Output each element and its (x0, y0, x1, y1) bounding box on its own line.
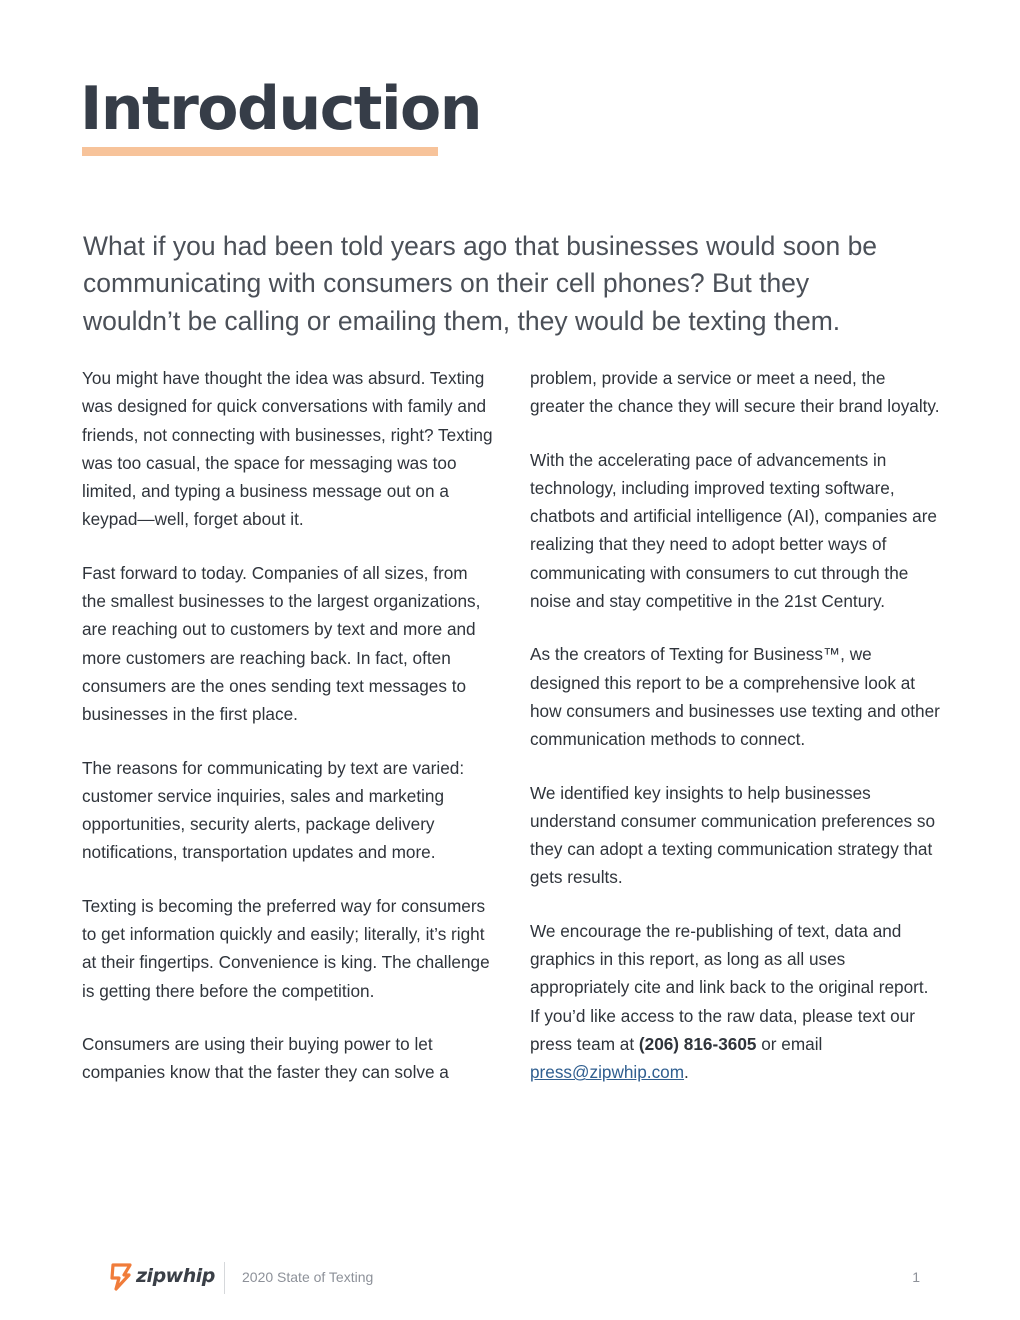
lead-paragraph: What if you had been told years ago that businesses would soon be communicating with consumers on their cell phones? But they wouldn’t be calling or emailing them, they would be texting them. (83, 231, 878, 336)
contact-paragraph (530, 917, 942, 1087)
paragraph: You might have thought the idea was absurd. Texting was designed for quick conversations with family and friends, not connecting with businesses, right? Texting was too casual, the space for messaging was too limited, and typing a business message out on a keypad—well, forget about it. (82, 368, 493, 530)
page-title: Introduction (80, 74, 481, 144)
paragraph: We identified key insights to help businesses understand consumer communication preferences so they can adopt a texting communication strategy that gets results. (530, 782, 936, 888)
contact-text: or email (761, 1033, 823, 1054)
press-email-link[interactable]: press@zipwhip.com (530, 1062, 685, 1083)
paragraph: As the creators of Texting for Business™, we designed this report to be a comprehensive look at how consumers and businesses use texting and other communication methods to connect. (530, 644, 940, 750)
zipwhip-logo (108, 1262, 215, 1292)
report-name: 2020 State of Texting (242, 1269, 374, 1285)
page-number: 1 (912, 1269, 920, 1285)
paragraph: Consumers are using their buying power to let companies know that the faster they can solve a (82, 1033, 449, 1083)
paragraph: With the accelerating pace of advancements in technology, including improved texting software, chatbots and artificial intelligence (AI), companies are realizing that they need to adopt better ways of communicating with consumers to cut through the noise and stay competitive in the 21st Century. (530, 449, 937, 612)
left-column (82, 364, 494, 1112)
footer (108, 1262, 920, 1294)
paragraph: Texting is becoming the preferred way for consumers to get information quickly and easily; literally, it’s right at their fingertips. Convenience is king. The challenge is getting there before the competition. (82, 895, 490, 1001)
right-column (530, 364, 942, 1112)
footer-divider (224, 1262, 225, 1294)
contact-text: We encourage the re-publishing of text, data and graphics in this report, as long as all uses appropriately cite and link back to the original report. If you’d like access to the raw data, please text our press team at (530, 920, 929, 1054)
zipwhip-logo-text: zipwhip (136, 1265, 215, 1287)
contact-text: . (684, 1062, 689, 1083)
press-phone: (206) 816-3605 (638, 1033, 757, 1054)
zipwhip-logo-icon (108, 1263, 134, 1291)
title-underline (82, 147, 438, 156)
paragraph: The reasons for communicating by text are varied: customer service inquiries, sales and marketing opportunities, security alerts, package delivery notifications, transportation updates and more. (82, 757, 465, 863)
paragraph: problem, provide a service or meet a need, the greater the chance they will secure their brand loyalty. (530, 368, 940, 417)
paragraph: Fast forward to today. Companies of all sizes, from the smallest businesses to the largest organizations, are reaching out to customers by text and more and more customers are reaching back. In fact, often consumers are the ones sending text messages to businesses in the first place. (82, 562, 481, 725)
